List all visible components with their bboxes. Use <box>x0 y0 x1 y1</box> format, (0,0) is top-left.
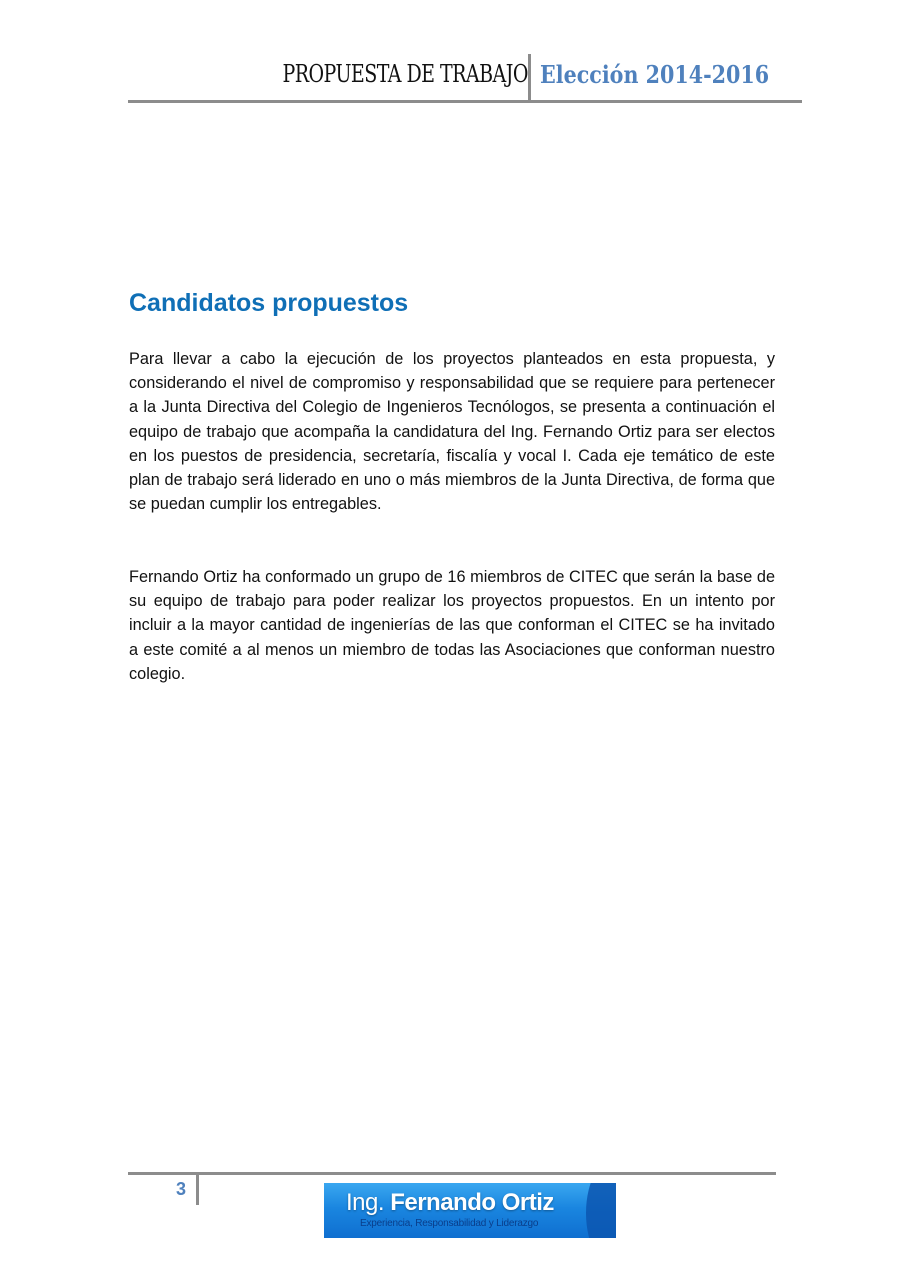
banner-prefix: Ing. <box>346 1189 385 1216</box>
header-divider <box>528 54 531 100</box>
footer-divider <box>196 1175 199 1205</box>
page-number: 3 <box>176 1179 187 1199</box>
header-title: PROPUESTA DE TRABAJO <box>282 60 528 88</box>
banner-title <box>346 1189 554 1217</box>
section-title: Candidatos propuestos <box>129 289 409 317</box>
page-header <box>128 54 802 103</box>
header-subtitle: Elección 2014-2016 <box>540 60 770 89</box>
banner-name: Fernando Ortiz <box>390 1189 554 1216</box>
footer-rule <box>128 1172 776 1175</box>
candidate-banner-logo <box>324 1183 616 1238</box>
banner-tagline: Experiencia, Responsabilidad y Liderazgo <box>360 1218 539 1229</box>
paragraph-1: Para llevar a cabo la ejecución de los proyectos planteados en esta propuesta, y considerando el nivel de compromiso y responsabilidad que se requiere para pertenecer a la Junta Directiva del Colegio de Ingenieros Tecnólogos, se presenta a continuación el equipo de trabajo que acompaña la candidatura del Ing. Fernando Ortiz para ser electos en los puestos de presidencia, secretaría, fiscalía y vocal I. Cada eje temático de este plan de trabajo será liderado en uno o más miembros de la Junta Directiva, de forma que se puedan cumplir los entregables. <box>129 350 775 514</box>
paragraph-2: Fernando Ortiz ha conformado un grupo de 16 miembros de CITEC que serán la base de su equipo de trabajo para poder realizar los proyectos propuestos. En un intento por incluir a la mayor cantidad de ingenierías de las que conforman el CITEC se ha invitado a este comité a al menos un miembro de todas las Asociaciones que conforman nuestro colegio. <box>129 568 775 683</box>
